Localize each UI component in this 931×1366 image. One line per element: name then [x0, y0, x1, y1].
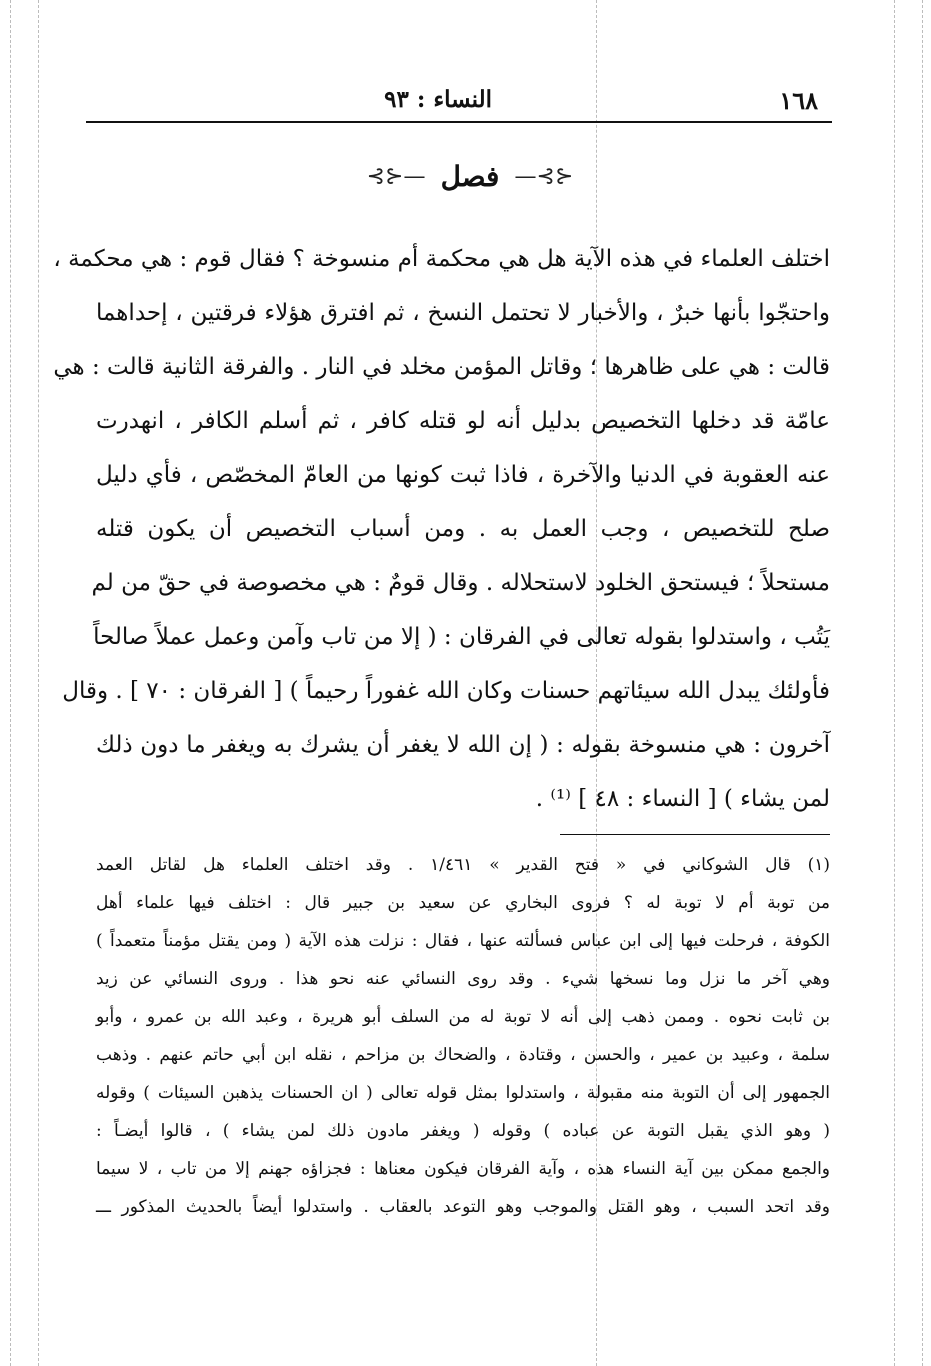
section-heading	[300, 160, 640, 210]
section-title: فصل	[440, 160, 500, 193]
footnote-rule	[560, 834, 830, 835]
footnote-line: بن ثابت نحوه . وممن ذهب إلى أنه لا توبة له من السلف أبو هريرة ، وعبد الله بن عمرو ، وأبو	[96, 1007, 830, 1027]
text-line: عنه العقوبة في الدنيا والآخرة ، فاذا ثبت كونها من العامّ المخصّص ، فأي دليل	[96, 462, 830, 488]
text-line: قالت : هي على ظاهرها ؛ وقاتل المؤمن مخلد في النار . والفرقة الثانية قالت : هي	[53, 354, 830, 380]
text-line: يَتُب ، واستدلوا بقوله تعالى في الفرقان : ( إلا من تاب وآمن وعمل عملاً صالحاً	[93, 624, 830, 650]
footnote-line: وهي آخر ما نزل وما نسخها شيء . وقد روى النسائي عنه نحو هذا . وروى النسائي عن زيد	[96, 969, 830, 989]
text-line: اختلف العلماء في هذه الآية هل هي محكمة أم منسوخة ؟ فقال قوم : هي محكمة ،	[53, 246, 830, 272]
text-line: آخرون : هي منسوخة بقوله : ( إن الله لا يغفر أن يشرك به ويغفر ما دون ذلك	[96, 732, 830, 758]
main-text	[53, 232, 830, 826]
arabesque-ornament-icon: —⊰⊱	[366, 164, 426, 189]
text-line: عامّة قد دخلها التخصيص بدليل أنه لو قتله كافر ، ثم أسلم الكافر ، انهدرت	[96, 408, 830, 434]
scan-guide-line	[894, 0, 895, 1366]
scan-guide-line	[38, 0, 39, 1366]
text-line: واحتجّوا بأنها خبرٌ ، والأخبار لا تحتمل النسخ ، ثم افترق هؤلاء فرقتين ، إحداهما	[96, 300, 830, 326]
text-line: مستحلاً ؛ فيستحق الخلود لاستحلاله . وقال قومٌ : هي مخصوصة في حقّ من لم	[91, 570, 830, 596]
page-header	[86, 80, 832, 118]
footnote-line: الكوفة ، فرحلت فيها إلى ابن عباس فسألته عنها ، فقال : نزلت هذه الآية ( ومن يقتل مؤمناً متعمداً )	[96, 931, 830, 951]
scan-guide-line	[10, 0, 11, 1366]
footnote-line: ( وهو الذي يقبل التوبة عن عباده ) وقوله ( ويغفر مادون ذلك لمن يشاء ) ، قالوا أيضـاً :	[96, 1121, 830, 1141]
footnote-line: من توبة أم لا توبة له ؟ فروى البخاري عن سعيد بن جبير قال : اختلف فيها علماء أهل	[96, 893, 830, 913]
footnotes	[96, 846, 830, 1226]
arabesque-ornament-icon: ⊰⊱—	[514, 164, 574, 189]
footnote-line: وقد اتحد السبب ، وهو القتل والموجب وهو التوعد بالعقاب . واستدلوا أيضاً بالحديث المذكور ـــ	[96, 1197, 830, 1217]
header-rule	[86, 121, 832, 123]
page-number: ١٦٨	[779, 86, 818, 115]
footnote-line: سلمة ، وعبيد بن عمير ، والحسن ، وقتادة ، والضحاك بن مزاحم ، نقله ابن أبي حاتم عنهم . وذهب	[96, 1045, 830, 1065]
running-title: النساء : ٩٣	[384, 86, 492, 113]
text-line: فأولئك يبدل الله سيئاتهم حسنات وكان الله غفوراً رحيماً ) [ الفرقان : ٧٠ ] . وقال	[62, 678, 830, 704]
footnote-line: (١) قال الشوكاني في « فتح القدير » ١/٤٦١ . وقد اختلف العلماء هل لقاتل العمد	[96, 855, 830, 875]
scan-guide-line	[922, 0, 923, 1366]
footnote-line: والجمع ممكن بين آية النساء هذه ، وآية الفرقان فيكون معناها : فجزاؤه جهنم إلا من تاب ، لا سيما	[96, 1159, 830, 1179]
text-line: لمن يشاء ) [ النساء : ٤٨ ] ⁽¹⁾ .	[535, 786, 830, 812]
text-line: صلح للتخصيص ، وجب العمل به . ومن أسباب التخصيص أن يكون قتله	[96, 516, 830, 542]
footnote-line: الجمهور إلى أن التوبة منه مقبولة ، واستدلوا بمثل قوله تعالى ( ان الحسنات يذهبن السيئات ) وقوله	[96, 1083, 830, 1103]
